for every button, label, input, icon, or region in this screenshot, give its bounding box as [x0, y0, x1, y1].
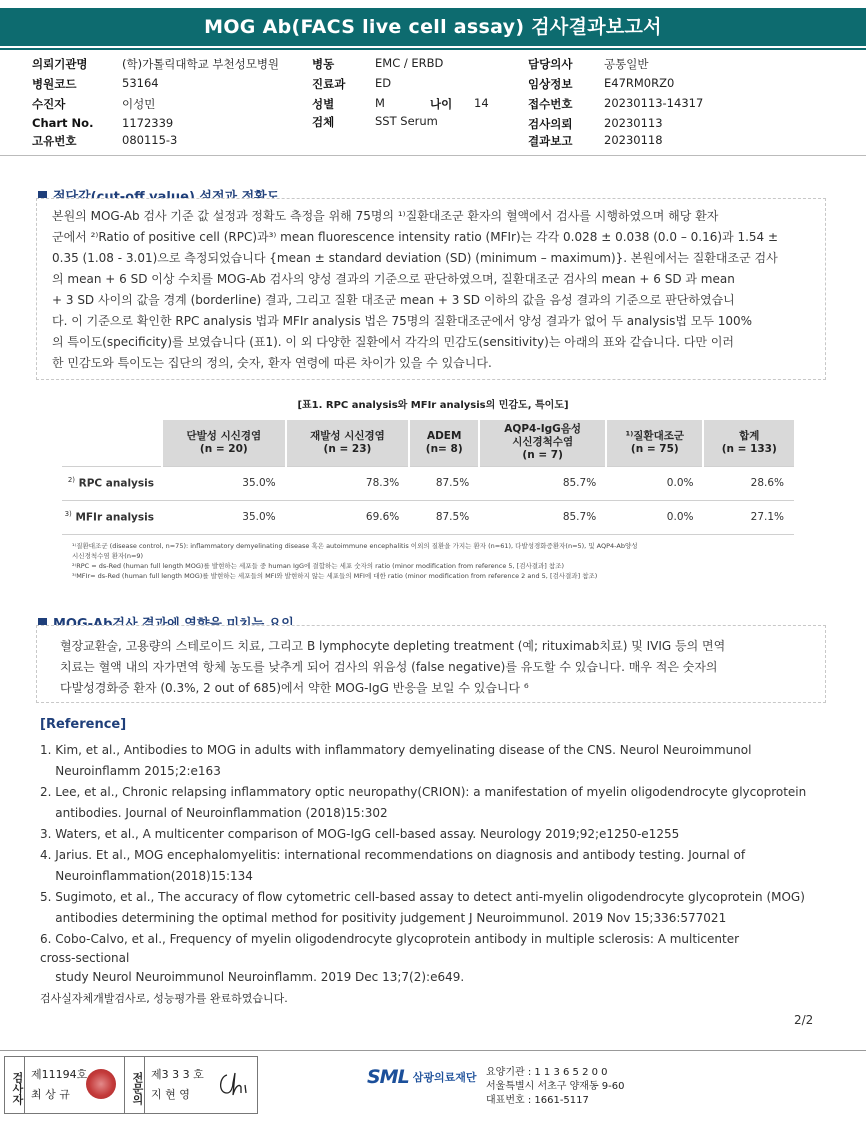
closing-note: 검사실자체개발검사로, 성능평가를 완료하였습니다.	[40, 992, 288, 1005]
info-label: 병동	[312, 57, 335, 71]
footnote-line: 시신경척수염 환자(n=9)	[72, 552, 144, 560]
table-cell: 0.0%	[606, 500, 703, 534]
table-cell: 87.5%	[409, 466, 479, 500]
info-value: E47RM0RZ0	[604, 76, 675, 90]
reference-line: 1. Kim, et al., Antibodies to MOG in adults with inflammatory demyelinating disease of the CNS. Neurol Neuroimmunol	[40, 743, 752, 757]
reference-line: Neuroinflamm 2015;2:e163	[40, 764, 221, 778]
patient-info	[32, 56, 832, 152]
info-value: (학)가톨릭대학교 부천성모병원	[122, 57, 280, 71]
text-line: 혈장교환술, 고용량의 스테로이드 치료, 그리고 B lymphocyte depleting treatment (예; rituximab치료) 및 IVIG 등의 면역	[60, 639, 726, 653]
info-label: 결과보고	[528, 134, 573, 148]
table-corner	[62, 420, 162, 466]
signature-table	[4, 1056, 258, 1114]
specialist-name: 지 현 영	[151, 1088, 190, 1101]
info-label: 진료과	[312, 77, 346, 91]
reference-line: study Neurol Neuroimmunol Neuroinflamm. 2019 Dec 13;7(2):e649.	[40, 970, 465, 984]
info-label: 성별	[312, 97, 335, 111]
reference-line: antibodies. Journal of Neuroinflammation (2018)15:302	[40, 806, 388, 820]
info-value: 53164	[122, 76, 159, 90]
info-label: 의뢰기관명	[32, 57, 88, 71]
organization-info	[486, 1066, 625, 1108]
row-label: $^{3)}$ MFIr analysis	[62, 500, 162, 534]
reference-line: Neuroinflammation(2018)15:134	[40, 869, 253, 883]
info-label: 고유번호	[32, 134, 77, 148]
table-header: 단발성 시신경염 (n = 20)	[162, 420, 286, 466]
info-label: 병원코드	[32, 77, 77, 91]
logo-name: 삼광의료재단	[412, 1071, 477, 1084]
info-value: ED	[375, 76, 392, 90]
section-text-factors	[60, 636, 820, 699]
footnote-line: ²⁾RPC = ds-Red (human full length MOG)를 발현하는 세포들 중 human IgG에 결합하는 세포 숫자의 ratio (minor modification from reference 5, [검사결과] 참조)	[72, 562, 565, 570]
info-label: Chart No.	[32, 116, 94, 130]
table-row	[62, 500, 794, 534]
page-number: 2/2	[794, 1013, 814, 1027]
table-header: ADEM (n= 8)	[409, 420, 479, 466]
info-value: 공통일반	[604, 57, 649, 71]
table-cell: 35.0%	[162, 500, 286, 534]
reference-line: 2. Lee, et al., Chronic relapsing inflammatory optic neuropathy(CRION): a manifestation of myelin oligodendrocyte glycoprotein	[40, 785, 807, 799]
org-line: 서울특별시 서초구 양재동 9-60	[486, 1081, 625, 1092]
info-value: 14	[474, 96, 489, 110]
info-label: 접수번호	[528, 97, 573, 111]
section-text-cutoff	[52, 206, 822, 374]
info-label: 검사의뢰	[528, 117, 573, 131]
table-footnotes	[72, 541, 792, 581]
info-label: 임상정보	[528, 77, 573, 91]
reference-line: 3. Waters, et al., A multicenter comparison of MOG-IgG cell-based assay. Neurology 2019;92;e1250-e1255	[40, 827, 680, 841]
logo-mark: SML	[367, 1066, 409, 1088]
text-line: 본원의 MOG-Ab 검사 기준 값 설정과 정확도 측정을 위해 75명의 ¹⁾질환대조군 환자의 혈액에서 검사를 시행하였으며 해당 환자	[52, 209, 719, 223]
row-label: $^{2)}$ RPC analysis	[62, 466, 162, 500]
report-title: MOG Ab(FACS live cell assay) 검사결과보고서	[0, 8, 866, 46]
reference-line: 5. Sugimoto, et al., The accuracy of flow cytometric cell-based assay to detect anti-myelin oligodendrocyte glycoprotein (MOG)	[40, 890, 805, 904]
info-label: 검체	[312, 115, 335, 129]
table-caption: [표1. RPC analysis와 MFIr analysis의 민감도, 특이도]	[297, 400, 569, 411]
text-line: 군에서 ²⁾Ratio of positive cell (RPC)과³⁾ mean fluorescence intensity ratio (MFIr)는 각각 0.028 ± 0.038 (0.0 – 0.16)과 1.54 ±	[52, 230, 779, 244]
text-line: 한 민감도와 특이도는 집단의 정의, 숫자, 환자 연령에 따른 차이가 있을 수 있습니다.	[52, 356, 492, 370]
info-value: 20230113	[604, 116, 663, 130]
org-line: 대표번호 : 1661-5117	[486, 1095, 589, 1106]
reference-title: [Reference]	[40, 717, 127, 732]
inspector-label: 검사자	[5, 1057, 25, 1113]
seal-stamp-icon	[86, 1069, 116, 1099]
table-header: AQP4-IgG음성 시신경척수염 (n = 7)	[479, 420, 606, 466]
header-divider	[0, 155, 866, 156]
inspector-block	[25, 1057, 125, 1113]
table-row	[62, 466, 794, 500]
table-header: 합계 (n = 133)	[703, 420, 794, 466]
info-label: 담당의사	[528, 57, 573, 71]
table-cell: 27.1%	[703, 500, 794, 534]
table-header: ¹⁾질환대조군 (n = 75)	[606, 420, 703, 466]
table-cell: 85.7%	[479, 500, 606, 534]
reference-line: 6. Cobo-Calvo, et al., Frequency of myelin oligodendrocyte glycoprotein antibody in multiple sclerosis: A multicenter	[40, 932, 740, 946]
table-cell: 87.5%	[409, 500, 479, 534]
inspector-number: 제11194호	[31, 1068, 88, 1081]
info-label: 나이	[430, 97, 453, 111]
reference-line: cross-sectional	[40, 951, 130, 965]
reference-line: 4. Jarius. Et al., MOG encephalomyelitis: international recommendations on diagnosis and antibody testing. Journal of	[40, 848, 746, 862]
inspector-name: 최 상 규	[31, 1088, 70, 1101]
specialist-block	[145, 1057, 257, 1113]
text-line: + 3 SD 사이의 값을 경계 (borderline) 결과, 그리고 질환 대조군 mean + 3 SD 이하의 값을 음성 결과의 기준으로 판단하였습니	[52, 293, 735, 307]
table-cell: 28.6%	[703, 466, 794, 500]
info-value: SST Serum	[375, 114, 438, 128]
info-value: 이성민	[122, 97, 156, 111]
text-line: 다발성경화증 환자 (0.3%, 2 out of 685)에서 약한 MOG-IgG 반응을 보일 수 있습니다 ⁶	[60, 681, 529, 695]
sensitivity-table	[62, 420, 794, 535]
table-header: 재발성 시신경염 (n = 23)	[286, 420, 410, 466]
org-line: 요양기관 : 1 1 3 6 5 2 0 0	[486, 1067, 608, 1078]
text-line: 다. 이 기준으로 확인한 RPC analysis 법과 MFIr analysis 법은 75명의 질환대조군에서 양성 결과가 없어 두 analysis법 모두 100%	[52, 314, 753, 328]
text-line: 의 특이도(specificity)를 보였습니다 (표1). 이 외 다양한 질환에서 각각의 민감도(sensitivity)는 아래의 표와 같습니다. 다만 이러	[52, 335, 735, 349]
footnote-line: ³⁾MFIr= ds-Red (human full length MOG)를 발현하는 세포들의 MFI와 발현하지 않는 세포들의 MFI에 대한 ratio (minor modification from reference 2 and 5, [검사결과] 참조)	[72, 572, 598, 580]
signature-icon	[215, 1069, 251, 1099]
text-line: 치료는 혈액 내의 자가면역 항체 농도를 낮추게 되어 검사의 위음성 (false negative)를 유도할 수 있습니다. 매우 적은 숫자의	[60, 660, 718, 674]
table-cell: 85.7%	[479, 466, 606, 500]
info-value: 1172339	[122, 116, 174, 130]
table-cell: 35.0%	[162, 466, 286, 500]
specialist-label: 전문의	[125, 1057, 145, 1113]
company-logo	[367, 1066, 476, 1088]
info-value: 20230118	[604, 133, 663, 147]
table-cell: 69.6%	[286, 500, 410, 534]
text-line: 0.35 (1.08 - 3.01)으로 측정되었습니다 {mean ± standard deviation (SD) (minimum – maximum)}. 본원에서는 질환대조군 검사	[52, 251, 778, 265]
table-cell: 0.0%	[606, 466, 703, 500]
table-cell: 78.3%	[286, 466, 410, 500]
info-value: 080115-3	[122, 133, 178, 147]
info-value: 20230113-14317	[604, 96, 704, 110]
info-value: EMC / ERBD	[375, 56, 444, 70]
specialist-number: 제3 3 3 호	[151, 1068, 204, 1081]
info-value: M	[375, 96, 385, 110]
info-label: 수진자	[32, 97, 66, 111]
footnote-line: ¹⁾질환대조군 (disease control, n=75): inflammatory demyelinating disease 혹은 autoimmune encephalitis 이외의 질환을 가지는 환자 (n=61), 다발성경화증환자(n=5), 및 AQP4-Ab양성	[72, 542, 638, 550]
title-divider	[0, 48, 866, 50]
reference-line: antibodies determining the optimal method for positivity judgement J Neuroimmunol. 2019 Nov 15;336:577021	[40, 911, 727, 925]
footer-divider	[0, 1050, 866, 1051]
text-line: 의 mean + 6 SD 이상 수치를 MOG-Ab 검사의 양성 결과의 기준으로 판단하였으며, 질환대조군 검사의 mean + 6 SD 과 mean	[52, 272, 735, 286]
